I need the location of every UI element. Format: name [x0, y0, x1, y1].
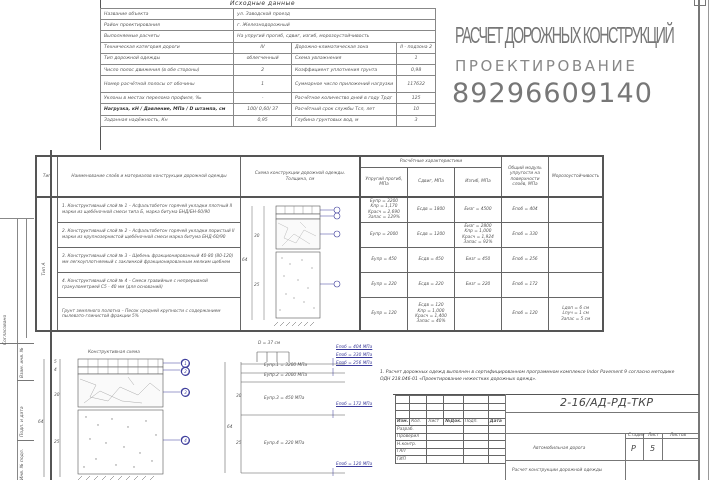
type-label: Тип А	[42, 262, 47, 276]
table-row: Тип А 1. Конструктивный слой № 1 – Асфальтобетон горячей укладки плотный II марки из щебёночной смеси типа Б, марка битума БНД/БН-60/90 64 30 25 Eупр = 3200 Kпр = 1,170 Kрасч = 2,690 Запас = 129% Eсдв = 1800 Eизг = 4500 Eпоб = 404	[36, 197, 603, 222]
construct-scheme-drawing	[38, 355, 198, 480]
header-calc: Расчётные характеристики	[360, 156, 502, 168]
source-row: Название объекта ул. Заводской проезд	[101, 9, 436, 20]
document-code: 2-16/АД-РД-ТКР	[560, 396, 654, 409]
role-row: Проверил	[396, 433, 506, 441]
frame-border-edge	[708, 0, 709, 480]
source-data-table	[100, 8, 436, 127]
watermark-phone: 89296609140	[452, 78, 654, 109]
pavement-results-table	[35, 155, 604, 332]
source-row: Тип дорожной одежды облегченный Схема увлажнения 1	[101, 53, 436, 64]
stage-value: Р	[631, 444, 636, 453]
sheets-label: Листов	[670, 433, 687, 438]
table-row: 2. Конструктивный слой № 2 – Асфальтобетон горячей укладки пористый II марки из крупнозернистой щебёночной смеси марка битума БНД-60/90 Eупр = 2000 Eсдв = 1200 Eизг = 2800 Kпр = 1,000 Kрасч = 1,924 Запас = 92% Eпоб = 330	[36, 222, 603, 247]
side-label-inv: Инв. № подл.	[20, 448, 25, 480]
side-label-agreed: Согласовано	[3, 314, 8, 345]
side-label-replace: Взам. инв. №	[20, 347, 25, 378]
source-row: Техническая категория дороги IV Дорожно-климатическая зона II - подзона 2	[101, 42, 436, 53]
source-row: Уклоны в местах перелома профиля, ‰ - Расчётное количество дней в году Трдг 125	[101, 93, 436, 104]
layer-marker: 4	[181, 436, 190, 445]
construct-dim: 25	[54, 440, 60, 445]
layer-marker: 2	[181, 367, 190, 376]
role-row: ГАП	[396, 448, 506, 456]
calc-layer-label: Eупр.4 = 220 МПа	[264, 441, 305, 446]
role-row: ГИП	[396, 456, 506, 464]
header-type: Тип	[36, 156, 58, 197]
object-name: Автомобильная дорога	[533, 446, 586, 451]
role-row: Разраб.	[396, 426, 506, 434]
source-row: Заданная надёжность, Кн 0,95 Глубина грунтовых вод, м 3	[101, 115, 436, 126]
header-frost: Морозоустойчивость	[549, 156, 604, 197]
small-scheme-dim: 25	[254, 283, 260, 288]
divider	[505, 460, 699, 461]
strip-line	[26, 218, 27, 338]
calc-scheme-drawing	[205, 340, 345, 480]
stage-label: Стадия	[628, 433, 645, 438]
layer-marker: 3	[181, 388, 190, 397]
watermark-subtitle: ПРОЕКТИРОВАНИЕ	[455, 57, 638, 75]
table-header-row	[36, 156, 603, 168]
stamp-diameter: D = 37 см	[258, 341, 281, 346]
small-scheme-drawing	[244, 198, 356, 328]
table-row: 4. Конструктивный слой № 4 – Смеси гравийные с непрерывной гранулометрией С5 - 40 мм (для оснований) Eупр = 220 Eсдв = 220 Eизг = 220 Eпоб = 172	[36, 272, 603, 297]
sheet-label: Лист	[648, 433, 659, 438]
watermark-title: РАСЧЕТ ДОРОЖНЫХ КОНСТРУКЦИЙ	[455, 22, 674, 48]
calc-dim: 25	[236, 441, 242, 446]
divider	[625, 433, 626, 480]
header-elastic: Упругий прогиб, МПа	[360, 168, 408, 198]
source-row: Выполняемые расчеты На упругий прогиб, сдвиг, изгиб, морозоустойчивость	[101, 31, 436, 42]
title-block-header: Изм. Кол. Лист №Док. Подп. Дата	[396, 418, 506, 426]
construct-dim: 5	[54, 360, 57, 365]
small-scheme-cell	[241, 197, 361, 331]
eob-label: Eпоб = 404 МПа	[336, 345, 373, 350]
source-row: Район проектирования г. Железнодорожный	[101, 20, 436, 31]
calc-layer-label: Eупр.2 = 2000 МПа	[264, 373, 308, 378]
role-row: Н.контр.	[396, 441, 506, 449]
table-row: 3. Конструктивный слой № 3 – Щебень фракционированный 40-80 (80-120) мм легкоуплотняемый с заклинкой фракционированным мелким щебнем Eупр = 450 Eсдв = 450 Eизг = 450 Eпоб = 256	[36, 247, 603, 272]
frame-border-right	[698, 0, 700, 480]
strip-line	[17, 380, 34, 381]
eob-label: Eпоб = 172 МПа	[336, 402, 373, 407]
corner-mark	[694, 0, 706, 6]
construct-total-dim: 64	[38, 420, 44, 425]
divider	[505, 412, 699, 413]
divider	[662, 433, 663, 460]
construct-dim: 4	[54, 368, 57, 373]
small-scheme-dim: 30	[254, 234, 260, 239]
calc-layer-label: Eупр.1 = 3200 МПа	[264, 363, 308, 368]
calc-note: 1. Расчет дорожных одежд выполнен в сертифицированном программном комплексе Indor Pavement 9 согласно методике ОДН 218.046-01 «Проектирование нежестких дорожных одежд».	[380, 370, 675, 382]
layer-marker: 1	[181, 359, 190, 368]
header-general: Общий модуль упругости на поверхности слоёв, МПа	[502, 156, 549, 197]
strip-line	[17, 440, 34, 441]
small-scheme-total: 64	[242, 258, 248, 263]
calc-total-dim: 64	[227, 425, 233, 430]
calc-layer-label: Eупр.3 = 450 МПа	[264, 396, 305, 401]
header-scheme: Схема конструкции дорожной одежды. Толщина, см	[241, 156, 361, 197]
eob-label: Eпоб = 120 МПа	[336, 462, 373, 467]
construct-dim: 30	[54, 393, 60, 398]
source-row: Нагрузка, кН / Давление, МПа / D штампа, см 100/ 0,60/ 37 Расчётный срок службы Тсл, лет 10	[101, 104, 436, 115]
sheet-title: Расчет конструкции дорожной одежды	[512, 468, 603, 473]
calc-dim: 30	[236, 394, 242, 399]
eob-label: Eпоб = 330 МПа	[336, 353, 373, 358]
sheet-value: 5	[650, 444, 656, 453]
table-row: Грунт земляного полотна – Песок средней крупности с содержанием пылевато-глинистой фракции 5% Eупр = 120 Eсдв = 120 Kпр = 1,000 Kрасч = 1,400 Запас = 40% Eпоб = 120 Lдоп = 6 см Lпуч = 1 см Запас = 5 см	[36, 297, 603, 331]
header-shear: Сдвиг, МПа	[408, 168, 455, 198]
eob-label: Eпоб = 256 МПа	[336, 361, 373, 366]
title-block-table	[395, 395, 506, 464]
source-row: Номер расчётной полосы от обочины 1 Суммарное число приложений нагрузки 117632	[101, 76, 436, 93]
header-bend: Изгиб, МПа	[455, 168, 502, 198]
source-row: Число полос движения (в обе стороны) 2 Коэффициент уплотнения грунта 0,98	[101, 64, 436, 75]
construct-scheme-title: Конструктивная схема	[88, 350, 140, 355]
source-data-title: Исходные данные	[230, 0, 296, 7]
side-label-sign-date: Подп. и дата	[20, 406, 25, 437]
divider	[505, 394, 506, 480]
header-name: Наименование слоёв и материалов конструкции дорожной одежды	[58, 156, 241, 197]
